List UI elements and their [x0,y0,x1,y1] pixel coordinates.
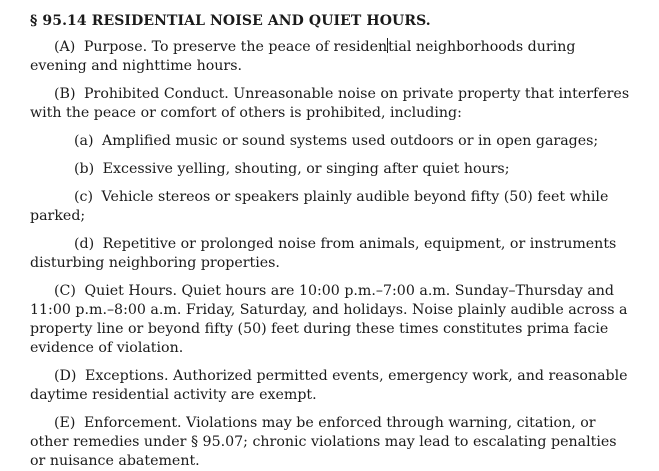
paragraph-purpose[interactable] [30,38,631,76]
subparagraph-c[interactable] [30,188,631,226]
paragraph-text-after-cursor: tial neighborhoods during evening and nighttime hours. [30,39,576,74]
paragraph-text: Exceptions. Authorized permitted events, emergency work, and reasonable daytime residential activity are exempt. [30,368,628,403]
paragraph-label: (C) [54,283,76,299]
subparagraph-text: Vehicle stereos or speakers plainly audible beyond fifty (50) feet while parked; [30,189,609,224]
paragraph-label: (B) [54,86,76,102]
paragraph-label: (E) [54,415,76,431]
paragraph-text: Quiet Hours. Quiet hours are 10:00 p.m.–7:00 a.m. Sunday–Thursday and 11:00 p.m.–8:00 a.m. Friday, Saturday, and holidays. Noise plainly audible across a property line or beyond fifty (50) feet during these times constitutes prima facie evidence of violation. [30,283,628,356]
paragraph-label: (D) [54,368,77,384]
section-title: § 95.14 RESIDENTIAL NOISE AND QUIET HOURS. [30,13,431,29]
subparagraph-a[interactable] [30,132,631,151]
subparagraph-text: Repetitive or prolonged noise from animals, equipment, or instruments disturbing neighboring properties. [30,236,617,271]
paragraph-text-before-cursor: Purpose. To preserve the peace of residen [83,39,388,55]
paragraph-exceptions[interactable] [30,367,631,405]
subparagraph-b[interactable] [30,160,631,179]
subparagraph-label: (c) [74,189,94,205]
paragraph-enforcement[interactable] [30,414,631,471]
paragraph-text: Enforcement. Violations may be enforced through warning, citation, or other remedies under § 95.07; chronic violations may lead to escalating penalties or nuisance abatement. [30,415,617,469]
paragraph-text: Prohibited Conduct. Unreasonable noise on private property that interferes with the peace or comfort of others is prohibited, including: [30,86,630,121]
subparagraph-label: (a) [74,133,94,149]
subparagraph-text: Amplified music or sound systems used outdoors or in open garages; [102,133,599,149]
subparagraph-d[interactable] [30,235,631,273]
subparagraph-label: (d) [74,236,95,252]
subparagraph-label: (b) [74,161,95,177]
paragraph-quiet-hours[interactable] [30,282,631,358]
paragraph-prohibited-conduct[interactable] [30,85,631,123]
subparagraph-text: Excessive yelling, shouting, or singing after quiet hours; [102,161,510,177]
paragraph-label: (A) [54,39,76,55]
